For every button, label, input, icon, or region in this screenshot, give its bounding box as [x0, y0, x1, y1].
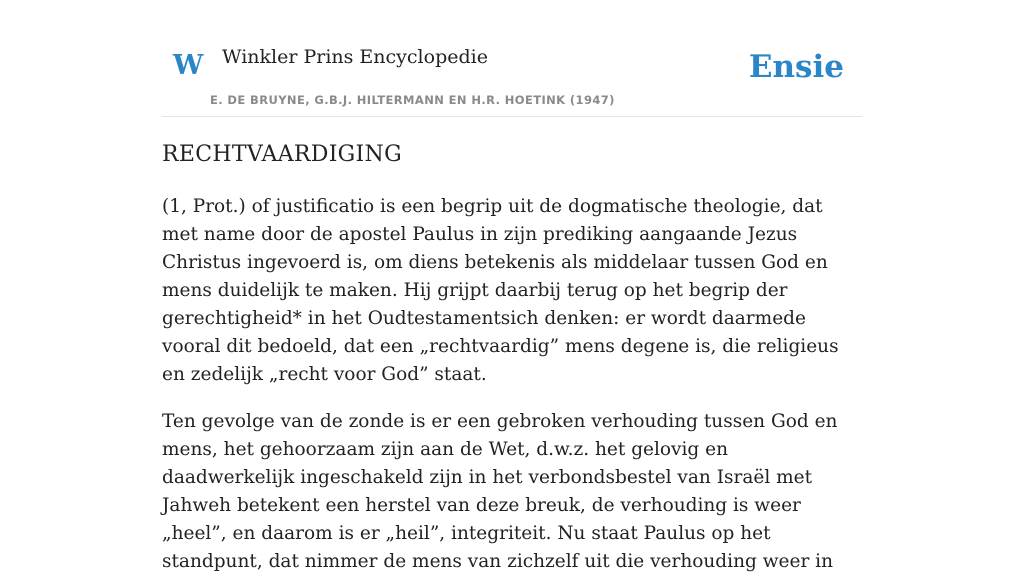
ensie-logo[interactable]: Ensie	[748, 49, 844, 85]
article-paragraph-1: (1, Prot.) of justificatio is een begrip uit de dogmatische theologie, dat met name door de apostel Paulus in zijn prediking aangaande Jezus Christus ingevoerd is, om diens betekenis als middelaar tussen God en mens duidelijk te maken. Hij grijpt daarbij terug op het begrip der gerechtigheid* in het Oudtestamentsich denken: er wordt daarmede vooral dit bedoeld, dat een „rechtvaardig” mens degene is, die religieus en zedelijk „recht voor God” staat.	[162, 196, 839, 385]
article-title: RECHTVAARDIGING	[162, 142, 402, 167]
article	[162, 140, 862, 576]
site-header	[162, 0, 862, 117]
winkler-prins-logo[interactable]: W	[173, 50, 204, 81]
article-paragraph-2: Ten gevolge van de zonde is er een gebroken verhouding tussen God en mens, het gehoorzaam zijn aan de Wet, d.w.z. het gelovig en daadwerkelijk ingeschakeld zijn in het verbondsbestel van Israël met Jahweh betekent een herstel van deze breuk, de verhouding is weer „heel”, en daarom is er „heil”, integriteit. Nu staat Paulus op het standpunt, dat nimmer de mens van zichzelf uit die verhouding weer in	[162, 411, 838, 572]
authors-line: E. DE BRUYNE, G.B.J. HILTERMANN EN H.R. HOETINK (1947)	[210, 93, 615, 107]
site-title[interactable]: Winkler Prins Encyclopedie	[222, 46, 488, 68]
